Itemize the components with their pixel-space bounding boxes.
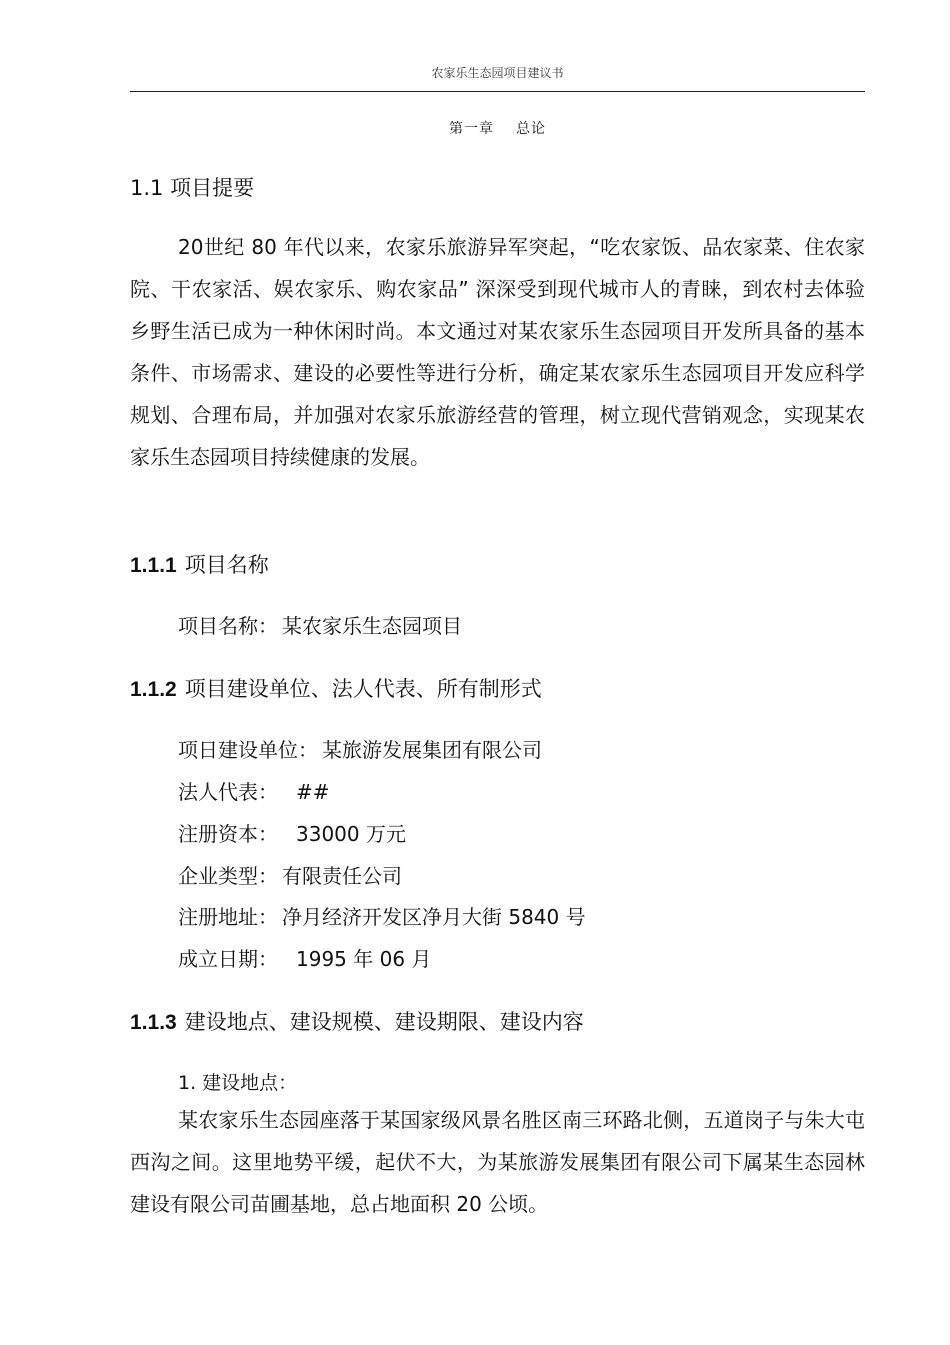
section-1-1-2-heading xyxy=(130,673,542,703)
section-number: 1.1.1 xyxy=(130,554,177,577)
item-1-heading: 1. 建设地点： xyxy=(178,1072,298,1094)
field-label: 项日建设单位： xyxy=(178,738,318,762)
legal-rep-line xyxy=(178,776,330,805)
section-1-1-paragraph: 20世纪 80 年代以来，农家乐旅游异军突起，“吃农家饭、品农家菜、住农家院、干农家活、娱农家乐、购农家品” 深深受到现代城市人的青睐，到农村去体验乡野生活已成为一种休闲时尚。本文通过对某农家乐生态园项目开发所具备的基本条件、市场需求、建设的必要性等进行分析，确定某农家乐生态园项目开发应科学规划、合理布局，并加强对农家乐旅游经营的管理，树立现代营销观念，实现某农家乐生态园项目持续健康的发展。 xyxy=(130,235,865,469)
section-1-1-heading: 1.1 项目提要 xyxy=(130,176,255,200)
field-label: 法人代表： xyxy=(178,780,278,804)
section-number: 1.1.2 xyxy=(130,678,177,701)
running-title: 农家乐生态园项目建议书 xyxy=(431,66,564,80)
field-value: 某旅游发展集团有限公司 xyxy=(322,738,542,762)
section-title: 项目建设单位、法人代表、所有制形式 xyxy=(184,677,542,701)
field-label: 注册资本： xyxy=(178,822,278,846)
registered-address-line xyxy=(178,901,586,930)
company-type-line xyxy=(178,860,402,889)
founding-date-line xyxy=(178,943,431,972)
section-title: 项目名称 xyxy=(184,553,269,577)
field-value: ## xyxy=(296,780,330,804)
section-1-1-1-heading xyxy=(130,549,269,579)
chapter-heading xyxy=(130,118,865,138)
field-label: 企业类型： xyxy=(178,864,278,888)
field-label: 成立日期： xyxy=(178,947,278,971)
field-value: 某农家乐生态园项目 xyxy=(282,614,462,638)
project-name-line xyxy=(178,610,462,639)
chapter-title: 总论 xyxy=(516,121,546,137)
field-label: 注册地址： xyxy=(178,905,278,929)
section-title: 建设地点、建设规模、建设期限、建设内容 xyxy=(184,1010,584,1034)
field-value: 净月经济开发区净月大街 5840 号 xyxy=(282,905,586,929)
field-label: 项目名称： xyxy=(178,614,278,638)
section-number: 1.1.3 xyxy=(130,1011,177,1034)
header-divider xyxy=(130,91,865,92)
builder-unit-line xyxy=(178,734,542,763)
field-value: 有限责任公司 xyxy=(282,864,402,888)
field-value: 33000 万元 xyxy=(296,822,406,846)
item-1-paragraph: 某农家乐生态园座落于某国家级风景名胜区南三环路北侧，五道岗子与朱大屯西沟之间。这里地势平缓，起伏不大，为某旅游发展集团有限公司下属某生态园林建设有限公司苗圃基地，总占地面积 20 公顷。 xyxy=(130,1108,865,1216)
field-value: 1995 年 06 月 xyxy=(296,947,432,971)
registered-capital-line xyxy=(178,818,406,847)
chapter-number: 第一章 xyxy=(449,121,494,137)
section-1-1-3-heading xyxy=(130,1006,584,1036)
